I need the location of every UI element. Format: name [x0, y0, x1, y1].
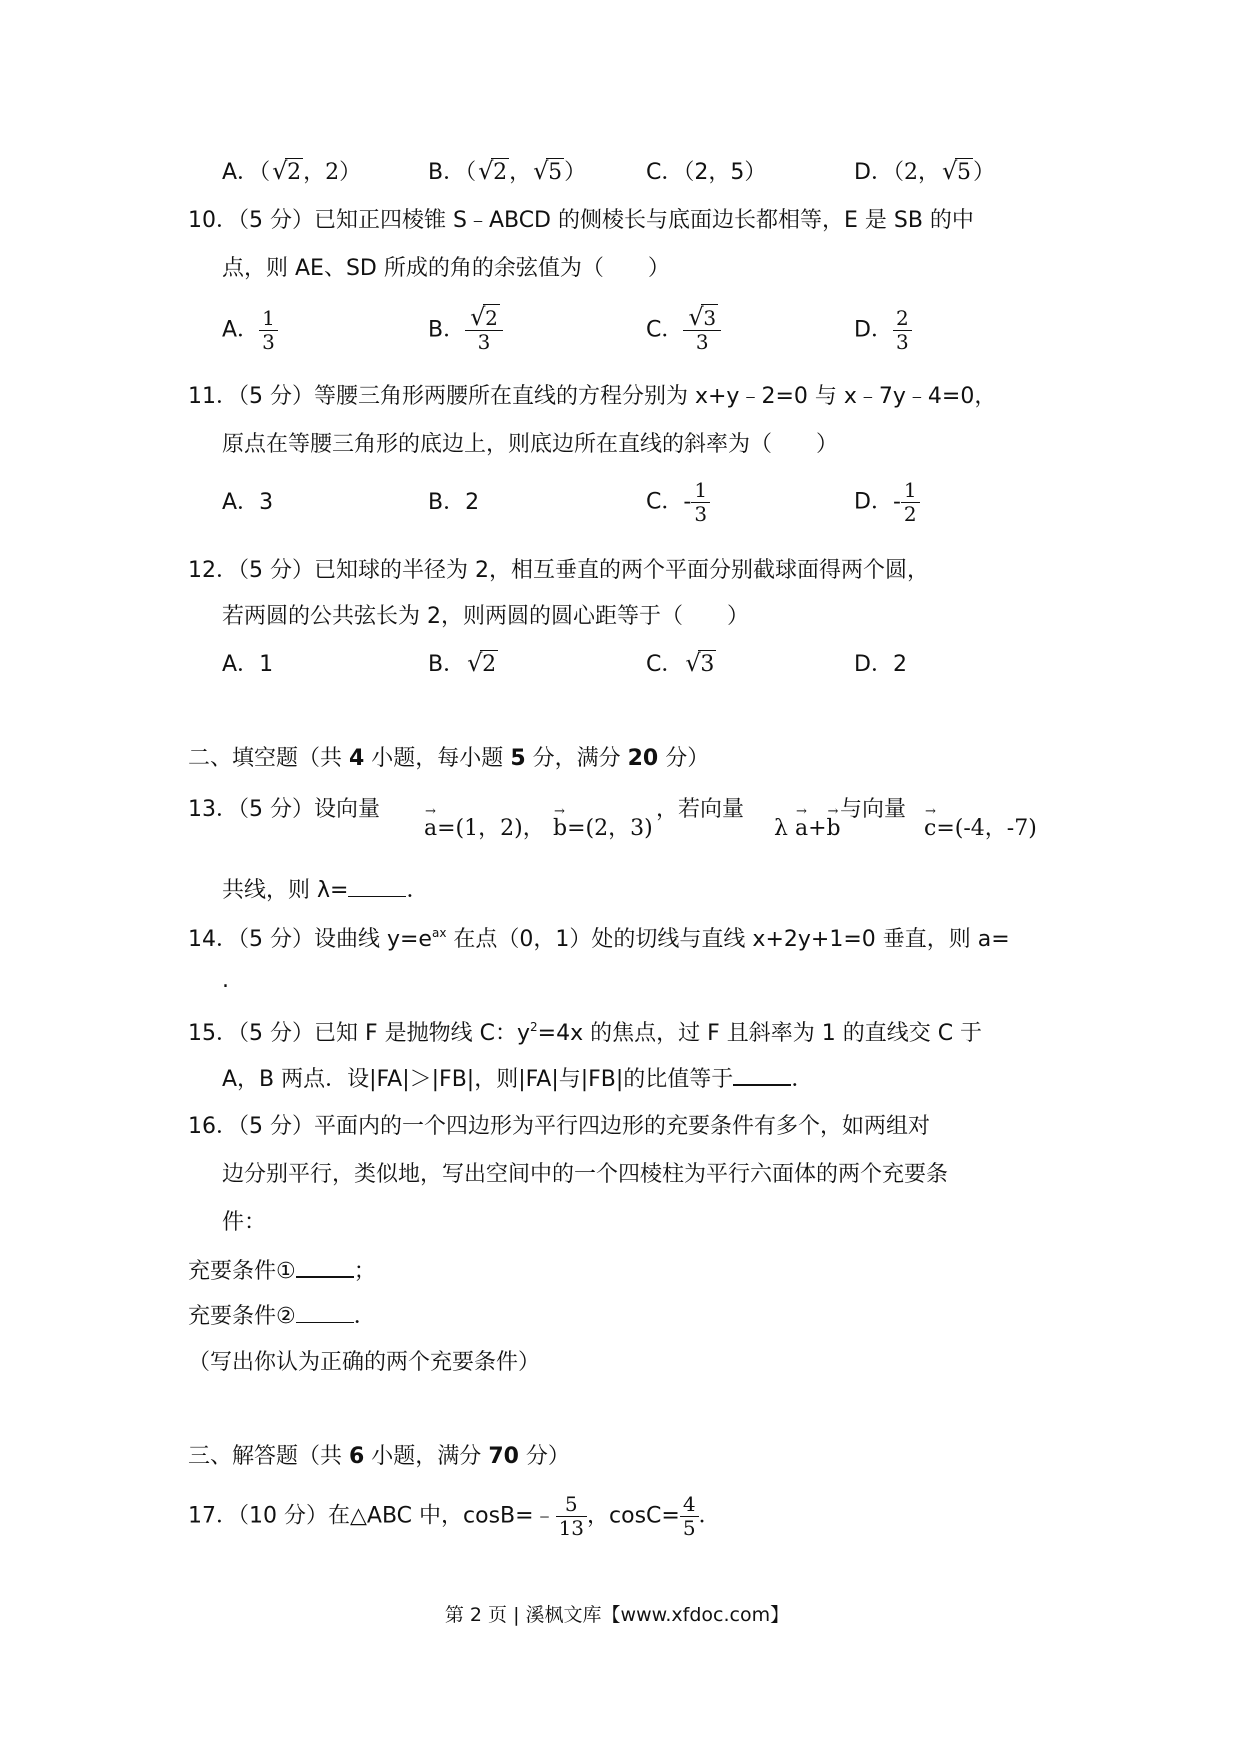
- q11-line-1: 11．（5 分）等腰三角形两腰所在直线的方程分别为 x+y﹣2=0 与 x﹣7y﹣4=0，: [188, 384, 997, 409]
- q13-vector-a: → a=(1，2)，: [424, 816, 545, 842]
- q16-line-1: 16．（5 分）平面内的一个四边形为平行四边形的充要条件有多个，如两组对: [188, 1114, 930, 1139]
- q9-option-c: C．（2，5）: [646, 160, 767, 185]
- q13-mid-text: ，若向量: [656, 797, 745, 822]
- answer-blank[interactable]: [348, 878, 406, 897]
- q16-line-3: 件：: [222, 1210, 267, 1235]
- q10-option-d: D． $\frac{2}{3}$: [854, 308, 912, 353]
- sqrt-symbol: √ 5: [941, 157, 971, 185]
- answer-blank[interactable]: [733, 1066, 791, 1086]
- q13-mid2-text: 与向量: [840, 797, 907, 822]
- q13-lambda-expression: λ → a+→ b: [774, 816, 841, 842]
- sqrt-symbol: √ 2: [467, 649, 497, 677]
- q12-option-d: D．2: [854, 652, 907, 677]
- q11-option-b: B．2: [428, 490, 480, 515]
- q10-line-2: 点，则 AE、SD 所成的角的余弦值为（ ）: [222, 256, 670, 281]
- q16-line-2: 边分别平行，类似地，写出空间中的一个四棱柱为平行六面体的两个充要条: [222, 1162, 949, 1187]
- fraction: √ 3 3: [683, 308, 721, 353]
- q15-line-2: A，B 两点．设|FA|＞|FB|，则|FA|与|FB|的比值等于 ．: [222, 1067, 814, 1092]
- section-3-title: 三、解答题（共 6 小题，满分 70 分）: [188, 1444, 570, 1469]
- q11-option-d: D．- $\frac{1}{2}$: [854, 480, 920, 525]
- fraction: $\frac{4}{5}$: [680, 1494, 699, 1539]
- q12-option-a: A．1: [222, 652, 274, 677]
- q11-option-a: A．3: [222, 490, 274, 515]
- q13-vector-b: → b=(2，3): [553, 816, 653, 842]
- q13-line-1: 13．（5 分）设向量: [188, 797, 380, 822]
- q17-line-1: 17．（10 分）在△ABC 中，cosB=﹣ $\frac{5}{13}$ ，cosC= $\frac{4}{5}$ ．: [188, 1492, 721, 1540]
- fraction: $\frac{1}{3}$: [259, 308, 278, 353]
- sqrt-symbol: √ 3: [685, 649, 715, 677]
- answer-blank[interactable]: [296, 1258, 354, 1278]
- fraction: $\frac{5}{13}$: [556, 1494, 587, 1539]
- sqrt-symbol: √ 2: [478, 157, 508, 185]
- q12-option-c: C． √ 3: [646, 649, 715, 677]
- fraction: $\frac{1}{2}$: [901, 480, 920, 525]
- q16-note: （写出你认为正确的两个充要条件）: [188, 1350, 541, 1375]
- page-footer: 第 2 页 | 溪枫文库【www.xfdoc.com】: [444, 1604, 790, 1626]
- fraction: $\frac{2}{3}$: [893, 308, 912, 353]
- q10-option-c: C． √ 3 3: [646, 308, 721, 353]
- q15-line-1: 15．（5 分）已知 F 是抛物线 C：$y^2=4x$ 的焦点，过 F 且斜率为 1 的直线交 C 于: [188, 1020, 983, 1046]
- q13-vector-c: → c=(-4，-7): [924, 816, 1037, 842]
- answer-blank[interactable]: [296, 1304, 354, 1323]
- q14-line-1: 14．（5 分）设曲线 $y=e^{ax}$ 在点（0，1）处的切线与直线 x+2y+1=0 垂直，则 a=: [188, 926, 1010, 952]
- q14-line-2: .: [222, 968, 229, 993]
- q9-option-a: A．（ √ 2，2）: [222, 157, 362, 185]
- sqrt-symbol: √ 3: [688, 303, 717, 331]
- fraction: √ 2 3: [465, 308, 503, 353]
- fraction: $\frac{1}{3}$: [691, 480, 710, 525]
- q12-option-b: B． √ 2: [428, 649, 497, 677]
- sqrt-symbol: √ 2: [470, 303, 498, 331]
- q10-option-a: A． $\frac{1}{3}$: [222, 308, 278, 353]
- q13-line-2: 共线，则 λ= ．: [222, 878, 429, 903]
- sqrt-symbol: √ 5: [533, 157, 563, 185]
- q16-condition-1: 充要条件① ；: [188, 1259, 376, 1284]
- q16-condition-2: 充要条件② ．: [188, 1304, 376, 1329]
- q11-option-c: C．- $\frac{1}{3}$: [646, 480, 710, 525]
- q12-line-2: 若两圆的公共弦长为 2，则两圆的圆心距等于（ ）: [222, 604, 749, 629]
- sqrt-symbol: √ 2: [272, 157, 302, 185]
- section-2-title: 二、填空题（共 4 小题，每小题 5 分，满分 20 分）: [188, 746, 710, 771]
- q10-option-b: B． √ 2 3: [428, 308, 503, 353]
- q11-line-2: 原点在等腰三角形的底边上，则底边所在直线的斜率为（ ）: [222, 432, 839, 457]
- q10-line-1: 10．（5 分）已知正四棱锥 S﹣ABCD 的侧棱长与底面边长都相等，E 是 SB 的中: [188, 208, 974, 233]
- q9-option-b: B．（ √ 2， √ 5）: [428, 157, 587, 185]
- q12-line-1: 12．（5 分）已知球的半径为 2，相互垂直的两个平面分别截球面得两个圆，: [188, 558, 929, 583]
- q9-option-d: D．（2， √ 5）: [854, 157, 995, 185]
